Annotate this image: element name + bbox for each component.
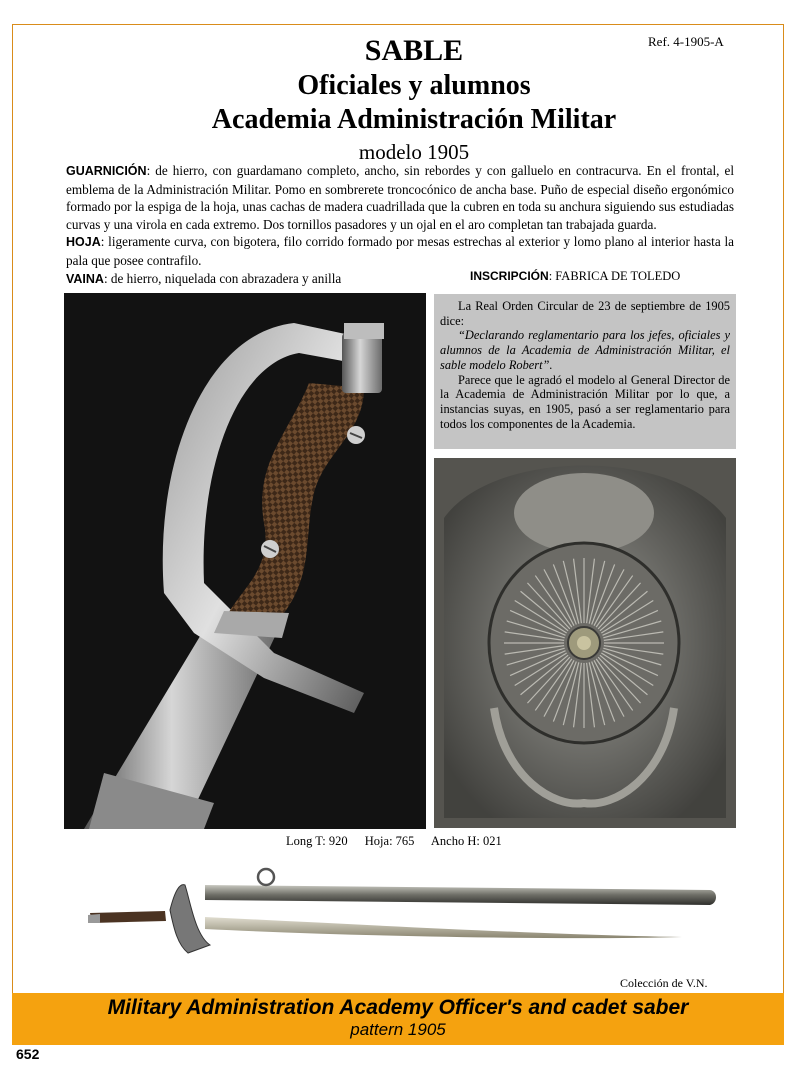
vaina-label: VAINA bbox=[66, 271, 104, 286]
full-saber-photo bbox=[70, 855, 730, 970]
inscription-text: : FABRICA DE TOLEDO bbox=[548, 269, 681, 283]
english-subtitle: pattern 1905 bbox=[350, 1020, 446, 1039]
inscription-label: INSCRIPCIÓN bbox=[470, 269, 549, 283]
vaina-text: : de hierro, niquelada con abrazadera y anilla bbox=[103, 270, 342, 286]
title-modelo: modelo 1905 bbox=[358, 140, 470, 164]
note-paragraph-3: Parece que le agradó el modelo al General Director de la Academia de Administración Militar por lo que, a instancias suyas, en 1905, pasó a ser reglamentario para todos los componentes de la Academia. bbox=[440, 372, 730, 431]
title-sable: SABLE bbox=[364, 34, 464, 67]
measurements bbox=[286, 834, 516, 849]
hoja-text: : ligeramente curva, con bigotera, filo corrido formado por mesas estrechas al exterior y lomo plano al interior hasta la pala que posee contrafilo. bbox=[66, 234, 734, 268]
measure-length: Long T: 920 bbox=[286, 834, 348, 848]
guarnicion-label: GUARNICIÓN bbox=[66, 164, 147, 178]
title-academia: Academia Administración Militar bbox=[211, 104, 617, 135]
inscription bbox=[470, 269, 680, 284]
note-paragraph-2: “Declarando reglamentario para los jefes, oficiales y alumnos de la Academia de Administración Militar, el sable modelo Robert”. bbox=[440, 328, 730, 372]
title-oficiales: Oficiales y alumnos bbox=[297, 70, 531, 101]
emblem-closeup-photo bbox=[434, 458, 736, 828]
english-title: Military Administration Academy Officer's and cadet saber bbox=[107, 996, 689, 1019]
collection-credit: Colección de V.N. bbox=[620, 976, 708, 990]
guarnicion-paragraph bbox=[66, 162, 734, 233]
measure-width: Ancho H: 021 bbox=[430, 834, 502, 848]
royal-order-note bbox=[434, 294, 736, 449]
english-title-banner bbox=[12, 993, 784, 1045]
measure-blade: Hoja: 765 bbox=[364, 834, 415, 848]
guarnicion-text: : de hierro, con guardamano completo, ancho, sin rebordes y con galluelo en contracurva. En el frontal, el emblema de la Administración Militar. Pomo en sombrerete troncocónico de ancha base. Puño de especial diseño ergonómico formado por la espiga de la hoja, unas cachas de madera cuadrillada que la cubren en toda su anchura siguiendo sus estudiadas curvas y una virola en cada extremo. Dos tornillos pasadores y un ojal en el aro completan tan trabajada guarda. bbox=[66, 163, 734, 232]
page-number: 652 bbox=[16, 1046, 40, 1062]
hilt-closeup-photo bbox=[64, 293, 426, 829]
reference-code: Ref. 4-1905-A bbox=[648, 34, 724, 49]
note-paragraph-1: La Real Orden Circular de 23 de septiembre de 1905 dice: bbox=[440, 299, 730, 328]
hoja-paragraph bbox=[66, 233, 734, 269]
hoja-label: HOJA bbox=[66, 235, 101, 250]
